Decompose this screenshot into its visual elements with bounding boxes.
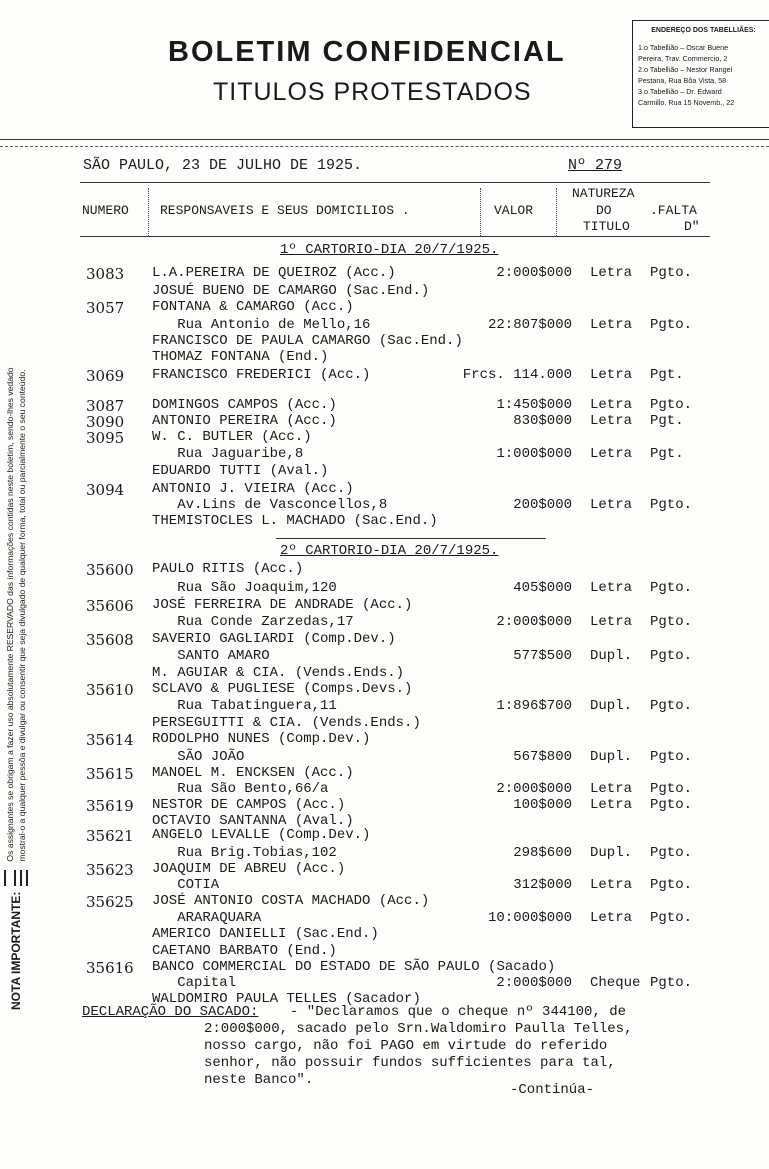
entry-value: 1:896$700 bbox=[496, 698, 572, 714]
entry-responsible: Rua Jaguaribe,8 bbox=[152, 446, 304, 462]
entry-number: 3069 bbox=[86, 367, 125, 385]
bulletin-number: Nº 279 bbox=[568, 157, 623, 174]
entry-missing: Pgto. bbox=[650, 781, 693, 797]
entry-value: 100$000 bbox=[513, 797, 572, 813]
entry-number: 3094 bbox=[86, 481, 125, 499]
address-line: Pereira, Trav. Commercio, 2 bbox=[638, 54, 728, 63]
entry-responsible: Rua Tabatinguera,11 bbox=[152, 698, 337, 714]
entry-responsible: ANGELO LEVALLE (Comp.Dev.) bbox=[152, 827, 371, 843]
important-note-line1: Os assignantes se obrigam a fazer uso absolutamente RESERVADO das informações contidas neste boletim, sendo-lhes vedado bbox=[5, 367, 15, 862]
entry-missing: Pgto. bbox=[650, 580, 693, 596]
entry-responsible: AMERICO DANIELLI (Sac.End.) bbox=[152, 926, 379, 942]
entry-responsible: ANTONIO PEREIRA (Acc.) bbox=[152, 413, 337, 429]
entry-value: 1:450$000 bbox=[496, 397, 572, 413]
entry-responsible: CAETANO BARBATO (End.) bbox=[152, 943, 337, 959]
entry-missing: Pgto. bbox=[650, 698, 693, 714]
entry-missing: Pgt. bbox=[650, 367, 684, 383]
header-divider bbox=[0, 139, 769, 140]
entry-responsible: Rua São Bento,66/a bbox=[152, 781, 329, 797]
address-line: 1.o Tabellião – Oscar Buene bbox=[638, 43, 729, 52]
entry-responsible: Rua São Joaquim,120 bbox=[152, 580, 337, 596]
entry-value: 22:807$000 bbox=[487, 317, 572, 333]
entry-title-type: Letra bbox=[590, 367, 633, 383]
entry-title-type: Letra bbox=[590, 265, 633, 281]
entry-missing: Pgto. bbox=[650, 877, 693, 893]
entry-responsible: COTIA bbox=[152, 877, 220, 893]
declaration-line: nosso cargo, não foi PAGO em virtude do referido bbox=[204, 1038, 608, 1054]
entry-missing: Pgto. bbox=[650, 497, 693, 513]
entry-title-type: Letra bbox=[590, 614, 633, 630]
entry-title-type: Letra bbox=[590, 317, 633, 333]
column-separator bbox=[556, 188, 557, 236]
important-note-line2: mostral-o a qualquer pessôa e divulgar ou consentir que seja divulgado de qualquer forma, total ou parcialmente o seu conteúdo. bbox=[17, 369, 27, 862]
entry-responsible: JOSÉ ANTONIO COSTA MACHADO (Acc.) bbox=[152, 893, 430, 909]
address-line: Pestana, Rua Bôa Vista, 58 bbox=[638, 76, 727, 85]
entry-number: 3083 bbox=[86, 265, 125, 283]
entry-missing: Pgto. bbox=[650, 648, 693, 664]
entry-responsible: Rua Conde Zarzedas,17 bbox=[152, 614, 354, 630]
entry-responsible: L.A.PEREIRA DE QUEIROZ (Acc.) bbox=[152, 265, 396, 281]
declaration-line: neste Banco". bbox=[204, 1072, 314, 1088]
entry-missing: Pgt. bbox=[650, 413, 684, 429]
section-rule bbox=[276, 538, 546, 539]
entry-responsible: W. C. BUTLER (Acc.) bbox=[152, 429, 312, 445]
entry-responsible: SAVERIO GAGLIARDI (Comp.Dev.) bbox=[152, 631, 396, 647]
entry-number: 35608 bbox=[86, 631, 134, 649]
entry-title-type: Letra bbox=[590, 413, 633, 429]
entry-number: 3087 bbox=[86, 397, 125, 415]
entry-title-type: Cheque bbox=[590, 975, 641, 991]
entry-responsible: FRANCISCO DE PAULA CAMARGO (Sac.End.) bbox=[152, 333, 463, 349]
entry-responsible: M. AGUIAR & CIA. (Vends.Ends.) bbox=[152, 665, 405, 681]
notaries-address-box bbox=[632, 20, 769, 128]
entry-number: 35619 bbox=[86, 797, 134, 815]
entry-title-type: Letra bbox=[590, 397, 633, 413]
declaration-label: DECLARAÇÃO DO SACADO: bbox=[82, 1004, 259, 1020]
bulletin-title: BOLETIM CONFIDENCIAL bbox=[168, 36, 566, 68]
entry-title-type: Dupl. bbox=[590, 749, 633, 765]
entry-responsible: SÃO JOÃO bbox=[152, 749, 245, 765]
entry-number: 3095 bbox=[86, 429, 125, 447]
entry-value: 2:000$000 bbox=[496, 781, 572, 797]
entry-value: 577$500 bbox=[513, 648, 572, 664]
entry-responsible: Capital bbox=[152, 975, 237, 991]
column-natureza-do: DO bbox=[596, 203, 612, 218]
column-natureza-titulo: TITULO bbox=[583, 219, 630, 234]
column-separator bbox=[148, 188, 149, 236]
entry-number: 35625 bbox=[86, 893, 134, 911]
column-falta-de: D" bbox=[684, 219, 700, 234]
entry-value: 405$000 bbox=[513, 580, 572, 596]
declaration-line: 2:000$000, sacado pelo Srn.Waldomiro Paulla Telles, bbox=[204, 1021, 633, 1037]
entry-value: 1:000$000 bbox=[496, 446, 572, 462]
note-bars-decoration bbox=[4, 870, 28, 886]
entry-responsible: SANTO AMARO bbox=[152, 648, 270, 664]
entry-value: 567$800 bbox=[513, 749, 572, 765]
entry-responsible: THOMAZ FONTANA (End.) bbox=[152, 349, 329, 365]
entry-responsible: JOSÉ FERREIRA DE ANDRADE (Acc.) bbox=[152, 597, 413, 613]
bulletin-subtitle: TITULOS PROTESTADOS bbox=[213, 78, 532, 106]
entry-value: 2:000$000 bbox=[496, 975, 572, 991]
table-top-rule bbox=[80, 182, 710, 183]
entry-number: 3057 bbox=[86, 299, 125, 317]
entry-responsible: Rua Brig.Tobias,102 bbox=[152, 845, 337, 861]
entry-missing: Pgto. bbox=[650, 975, 693, 991]
entry-responsible: RODOLPHO NUNES (Comp.Dev.) bbox=[152, 731, 371, 747]
column-responsaveis: RESPONSAVEIS E SEUS DOMICILIOS . bbox=[160, 203, 410, 218]
declaration-line: - "Declaramos que o cheque nº 344100, de bbox=[290, 1004, 627, 1020]
column-falta: .FALTA bbox=[650, 203, 697, 218]
important-note bbox=[4, 140, 28, 1010]
section-heading-cartorio-2: 2º CARTORIO-DIA 20/7/1925. bbox=[280, 543, 499, 559]
entry-value: 10:000$000 bbox=[487, 910, 572, 926]
entry-responsible: ARARAQUARA bbox=[152, 910, 262, 926]
address-box-title: ENDEREÇO DOS TABELLIÃES: bbox=[651, 27, 756, 34]
column-natureza: NATUREZA bbox=[572, 186, 635, 201]
table-header-rule bbox=[80, 236, 710, 237]
entry-responsible: DOMINGOS CAMPOS (Acc.) bbox=[152, 397, 337, 413]
entry-title-type: Letra bbox=[590, 910, 633, 926]
entry-number: 35614 bbox=[86, 731, 134, 749]
entry-responsible: PERSEGUITTI & CIA. (Vends.Ends.) bbox=[152, 715, 421, 731]
entry-missing: Pgto. bbox=[650, 845, 693, 861]
entry-number: 35606 bbox=[86, 597, 134, 615]
entry-responsible: SCLAVO & PUGLIESE (Comps.Devs.) bbox=[152, 681, 413, 697]
entry-title-type: Dupl. bbox=[590, 648, 633, 664]
address-line: Carmillo, Rua 15 Novemb., 22 bbox=[638, 98, 735, 107]
entry-responsible: BANCO COMMERCIAL DO ESTADO DE SÃO PAULO (Sacado) bbox=[152, 959, 556, 975]
entry-responsible: MANOEL M. ENCKSEN (Acc.) bbox=[152, 765, 354, 781]
entry-value: 312$000 bbox=[513, 877, 572, 893]
entry-title-type: Dupl. bbox=[590, 698, 633, 714]
entry-responsible: Av.Lins de Vasconcellos,8 bbox=[152, 497, 388, 513]
entry-title-type: Letra bbox=[590, 781, 633, 797]
entry-number: 35621 bbox=[86, 827, 134, 845]
entry-title-type: Letra bbox=[590, 797, 633, 813]
entry-missing: Pgt. bbox=[650, 446, 684, 462]
continues-marker: -Continúa- bbox=[510, 1082, 595, 1098]
entry-number: 3090 bbox=[86, 413, 125, 431]
entry-value: 830$000 bbox=[513, 413, 572, 429]
entry-missing: Pgto. bbox=[650, 749, 693, 765]
entry-responsible: JOAQUIM DE ABREU (Acc.) bbox=[152, 861, 346, 877]
entry-responsible: JOSUÉ BUENO DE CAMARGO (Sac.End.) bbox=[152, 283, 430, 299]
entry-title-type: Letra bbox=[590, 446, 633, 462]
header-divider-dashed bbox=[0, 146, 769, 147]
entry-title-type: Dupl. bbox=[590, 845, 633, 861]
entry-value: 200$000 bbox=[513, 497, 572, 513]
entry-number: 35615 bbox=[86, 765, 134, 783]
entry-missing: Pgto. bbox=[650, 797, 693, 813]
entry-responsible: FONTANA & CAMARGO (Acc.) bbox=[152, 299, 354, 315]
address-line: 2.o Tabellião – Nestor Rangel bbox=[638, 65, 733, 74]
entry-missing: Pgto. bbox=[650, 397, 693, 413]
entry-number: 35610 bbox=[86, 681, 134, 699]
entry-responsible: EDUARDO TUTTI (Aval.) bbox=[152, 463, 329, 479]
important-note-label: NOTA IMPORTANTE: bbox=[9, 891, 23, 1010]
document-date: SÃO PAULO, 23 DE JULHO DE 1925. bbox=[83, 157, 363, 174]
entry-responsible: NESTOR DE CAMPOS (Acc.) bbox=[152, 797, 346, 813]
entry-missing: Pgto. bbox=[650, 317, 693, 333]
entry-responsible: FRANCISCO FREDERICI (Acc.) bbox=[152, 367, 371, 383]
entry-responsible: OCTAVIO SANTANNA (Aval.) bbox=[152, 813, 354, 829]
entry-value: 2:000$000 bbox=[496, 614, 572, 630]
column-numero: NUMERO bbox=[82, 203, 129, 218]
entry-value: 298$600 bbox=[513, 845, 572, 861]
entry-value: Frcs. 114.000 bbox=[462, 367, 572, 383]
entry-title-type: Letra bbox=[590, 497, 633, 513]
address-line: 3.o Tabellião – Dr. Edward bbox=[638, 87, 722, 96]
entry-number: 35600 bbox=[86, 561, 134, 579]
column-separator bbox=[480, 188, 481, 236]
entry-number: 35623 bbox=[86, 861, 134, 879]
entry-responsible: PAULO RITIS (Acc.) bbox=[152, 561, 304, 577]
declaration-line: senhor, não possuir fundos sufficientes para tal, bbox=[204, 1055, 616, 1071]
column-valor: VALOR bbox=[494, 203, 534, 218]
entry-responsible: Rua Antonio de Mello,16 bbox=[152, 317, 371, 333]
entry-value: 2:000$000 bbox=[496, 265, 572, 281]
entry-missing: Pgto. bbox=[650, 614, 693, 630]
entry-missing: Pgto. bbox=[650, 910, 693, 926]
entry-title-type: Letra bbox=[590, 580, 633, 596]
entry-missing: Pgto. bbox=[650, 265, 693, 281]
section-heading-cartorio-1: 1º CARTORIO-DIA 20/7/1925. bbox=[280, 242, 499, 258]
entry-responsible: THEMISTOCLES L. MACHADO (Sac.End.) bbox=[152, 513, 438, 529]
entry-number: 35616 bbox=[86, 959, 134, 977]
entry-responsible: ANTONIO J. VIEIRA (Acc.) bbox=[152, 481, 354, 497]
entry-responsible: WALDOMIRO PAULA TELLES (Sacador) bbox=[152, 991, 421, 1007]
entry-title-type: Letra bbox=[590, 877, 633, 893]
